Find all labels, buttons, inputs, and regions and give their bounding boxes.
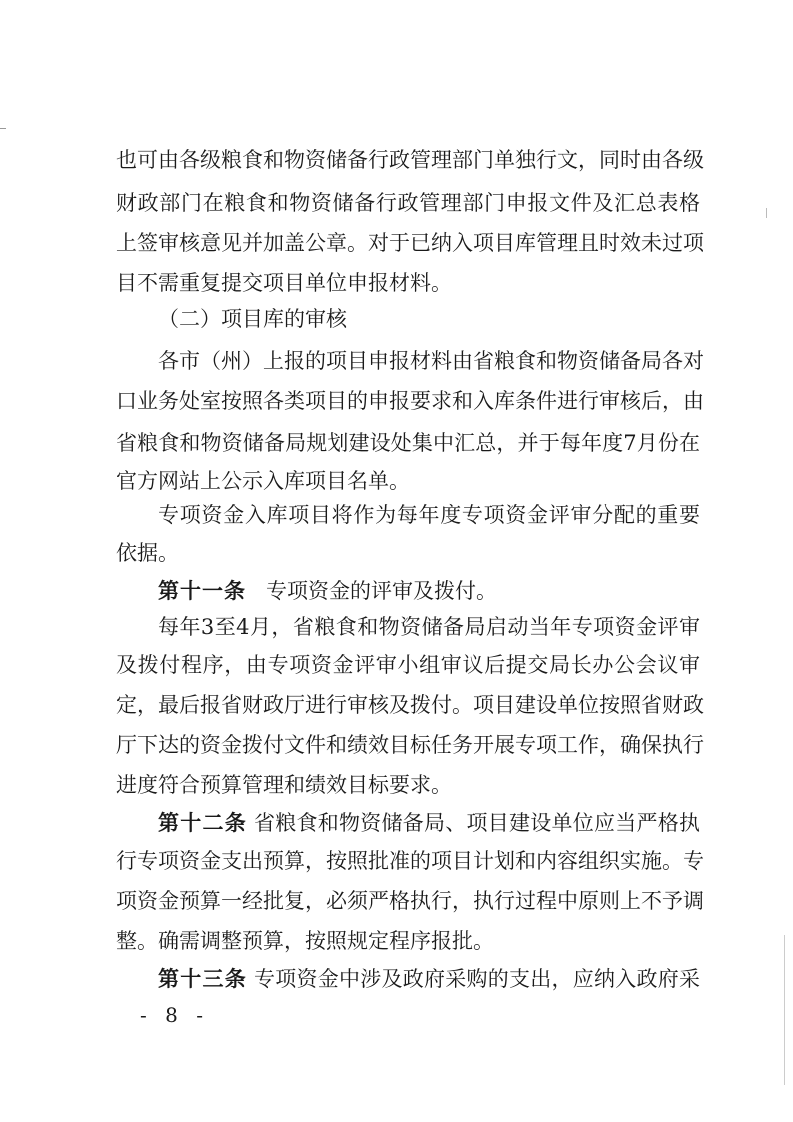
paragraph-line: 专项资金入库项目将作为每年度专项资金评审分配的重要 [158,503,700,527]
paragraph-line: 行专项资金支出预算，按照批准的项目计划和内容组织实施。专 [116,849,704,873]
article-12-line [158,808,700,838]
section-heading: （二）项目库的审核 [158,307,347,331]
paragraph-line: 定，最后报省财政厅进行审核及拨付。项目建设单位按照省财政 [116,693,704,717]
paragraph-line: 官方网站上公示入库项目名单。 [116,469,410,493]
article-11-line [158,576,497,606]
article-11-label: 第十一条 [158,579,246,603]
paragraph-line: 上签审核意见并加盖公章。对于已纳入项目库管理且时效未过项 [116,231,704,255]
article-11-title: 专项资金的评审及拨付。 [266,579,498,603]
paragraph-line: 目不需重复提交项目单位申报材料。 [116,271,452,295]
scan-edge-mark [784,935,785,1085]
article-13-label: 第十三条 [158,967,248,991]
article-12-label: 第十二条 [158,811,248,835]
paragraph-line: 进度符合预算管理和绩效目标要求。 [116,773,452,797]
spacer [247,967,254,991]
paragraph-line: 财政部门在粮食和物资储备行政管理部门申报文件及汇总表格 [116,191,700,215]
paragraph-line: 口业务处室按照各类项目的申报要求和入库条件进行审核后，由 [116,389,704,413]
paragraph-line: 也可由各级粮食和物资储备行政管理部门单独行文，同时由各级 [116,148,704,172]
scan-edge-mark [0,128,6,129]
spacer [247,811,254,835]
article-12-text: 省粮食和物资储备局、项目建设单位应当严格执 [253,811,701,835]
article-13-text: 专项资金中涉及政府采购的支出，应纳入政府采 [253,967,701,991]
paragraph-line: 各市（州）上报的项目申报材料由省粮食和物资储备局各对 [158,349,704,373]
spacer [246,579,266,603]
page-number: - 8 - [140,1003,209,1027]
scan-edge-mark [766,208,767,218]
paragraph-line: 整。确需调整预算，按照规定程序报批。 [116,929,494,953]
paragraph-line: 厅下达的资金拨付文件和绩效目标任务开展专项工作，确保执行 [116,733,704,757]
paragraph-line: 依据。 [116,541,179,565]
article-13-line [158,964,700,994]
paragraph-line: 省粮食和物资储备局规划建设处集中汇总，并于每年度7月份在 [116,431,700,455]
paragraph-line: 项资金预算一经批复，必须严格执行，执行过程中原则上不予调 [116,889,704,913]
paragraph-line: 每年3至4月，省粮食和物资储备局启动当年专项资金评审 [158,615,700,639]
paragraph-line: 及拨付程序，由专项资金评审小组审议后提交局长办公会议审 [116,653,700,677]
